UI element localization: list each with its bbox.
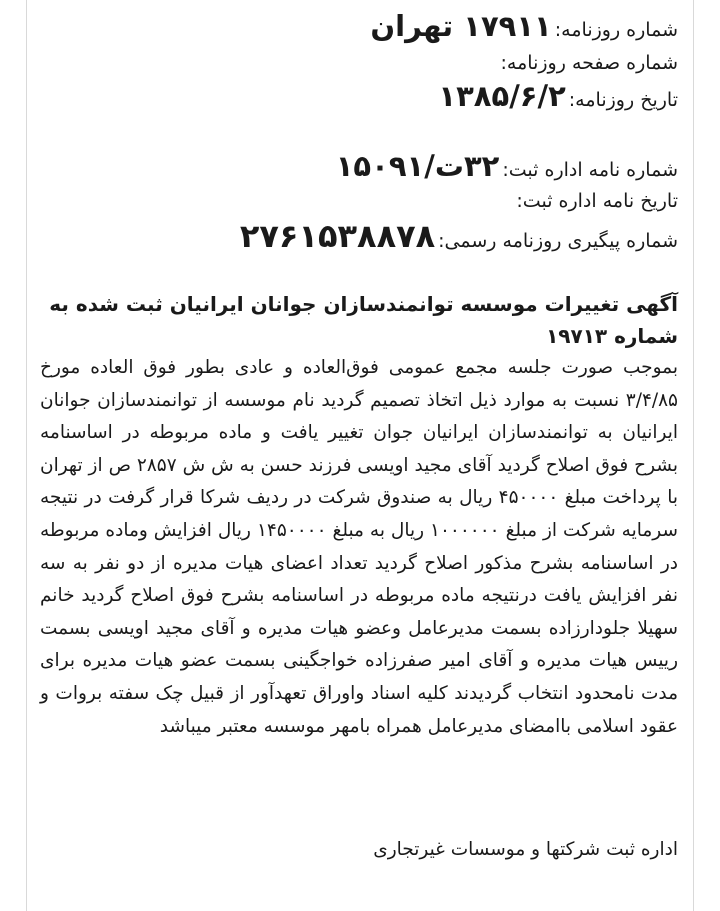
page-border-left xyxy=(26,0,27,911)
page-border-right xyxy=(693,0,694,911)
notice-body: بموجب صورت جلسه مجمع عمومی فوق‌العاده و عادی بطور فوق العاده مورخ ۳/۴/۸۵ نسبت به موارد ذیل اتخاذ تصمیم گردید نام موسسه از توانمندسازان جوانان ایرانیان به توانمندسازان ایرانیان جوان تغییر یافت و ماده مربوطه در اساسنامه بشرح فوق اصلاح گردید آقای مجید اویسی فرزند حسن به ش ش ۲۸۵۷ ص از تهران با پرداخت مبلغ ۴۵۰۰۰۰ ریال به صندوق شرکت در ردیف شرکا قرار گرفت در نتیجه سرمایه شرکت از مبلغ ۱۰۰۰۰۰۰ ریال به مبلغ ۱۴۵۰۰۰۰ ریال افزایش وماده مربوطه در اساسنامه بشرح مذکور اصلاح گردید تعداد اعضای هیات مدیره از دو نفر به سه نفر افزایش یافت درنتیجه ماده مربوطه در اساسنامه بشرح فوق اصلاح گردید خانم سهیلا جلودارزاده بسمت مدیرعامل وعضو هیات مدیره و آقای مجید اویسی بسمت رییس هیات مدیره و آقای امیر صفرزاده خواجگینی بسمت عضو هیات مدیره برای مدت نامحدود انتخاب گردیدند کلیه اسناد واوراق تعهدآور از قبیل چک سفته بروات و عقود اسلامی باامضای مدیرعامل همراه بامهر موسسه معتبر میباشد xyxy=(40,357,678,737)
registration-letter-date-row xyxy=(516,188,678,214)
registration-letter-date-label: تاریخ نامه اداره ثبت: xyxy=(516,190,678,212)
newspaper-number-row xyxy=(370,6,678,50)
tracking-number-row xyxy=(240,214,678,263)
registration-letter-number-label: شماره نامه اداره ثبت: xyxy=(502,159,678,181)
notice-signature: اداره ثبت شرکتها و موسسات غیرتجاری xyxy=(373,839,678,860)
newspaper-date-label: تاریخ روزنامه: xyxy=(568,89,678,111)
tracking-number-label: شماره پیگیری روزنامه رسمی: xyxy=(438,230,678,252)
newspaper-number-value: ۱۷۹۱۱ تهران xyxy=(370,9,552,43)
newspaper-page-label: شماره صفحه روزنامه: xyxy=(500,52,678,74)
newspaper-date-row xyxy=(438,76,678,120)
tracking-number-value: ۲۷۶۱۵۳۸۸۷۸ xyxy=(239,217,436,255)
registration-letter-number-value: ۳۲ت/۱۵۰۹۱ xyxy=(335,149,500,183)
newspaper-page-row xyxy=(501,50,678,76)
newspaper-date-value: ۱۳۸۵/۶/۲ xyxy=(438,79,566,113)
notice-title: آگهی تغییرات موسسه توانمندسازان جوانان ایرانیان ثبت شده به شماره ۱۹۷۱۳ xyxy=(49,292,678,348)
registration-letter-number-row xyxy=(336,146,678,190)
newspaper-number-label: شماره روزنامه: xyxy=(554,19,678,41)
